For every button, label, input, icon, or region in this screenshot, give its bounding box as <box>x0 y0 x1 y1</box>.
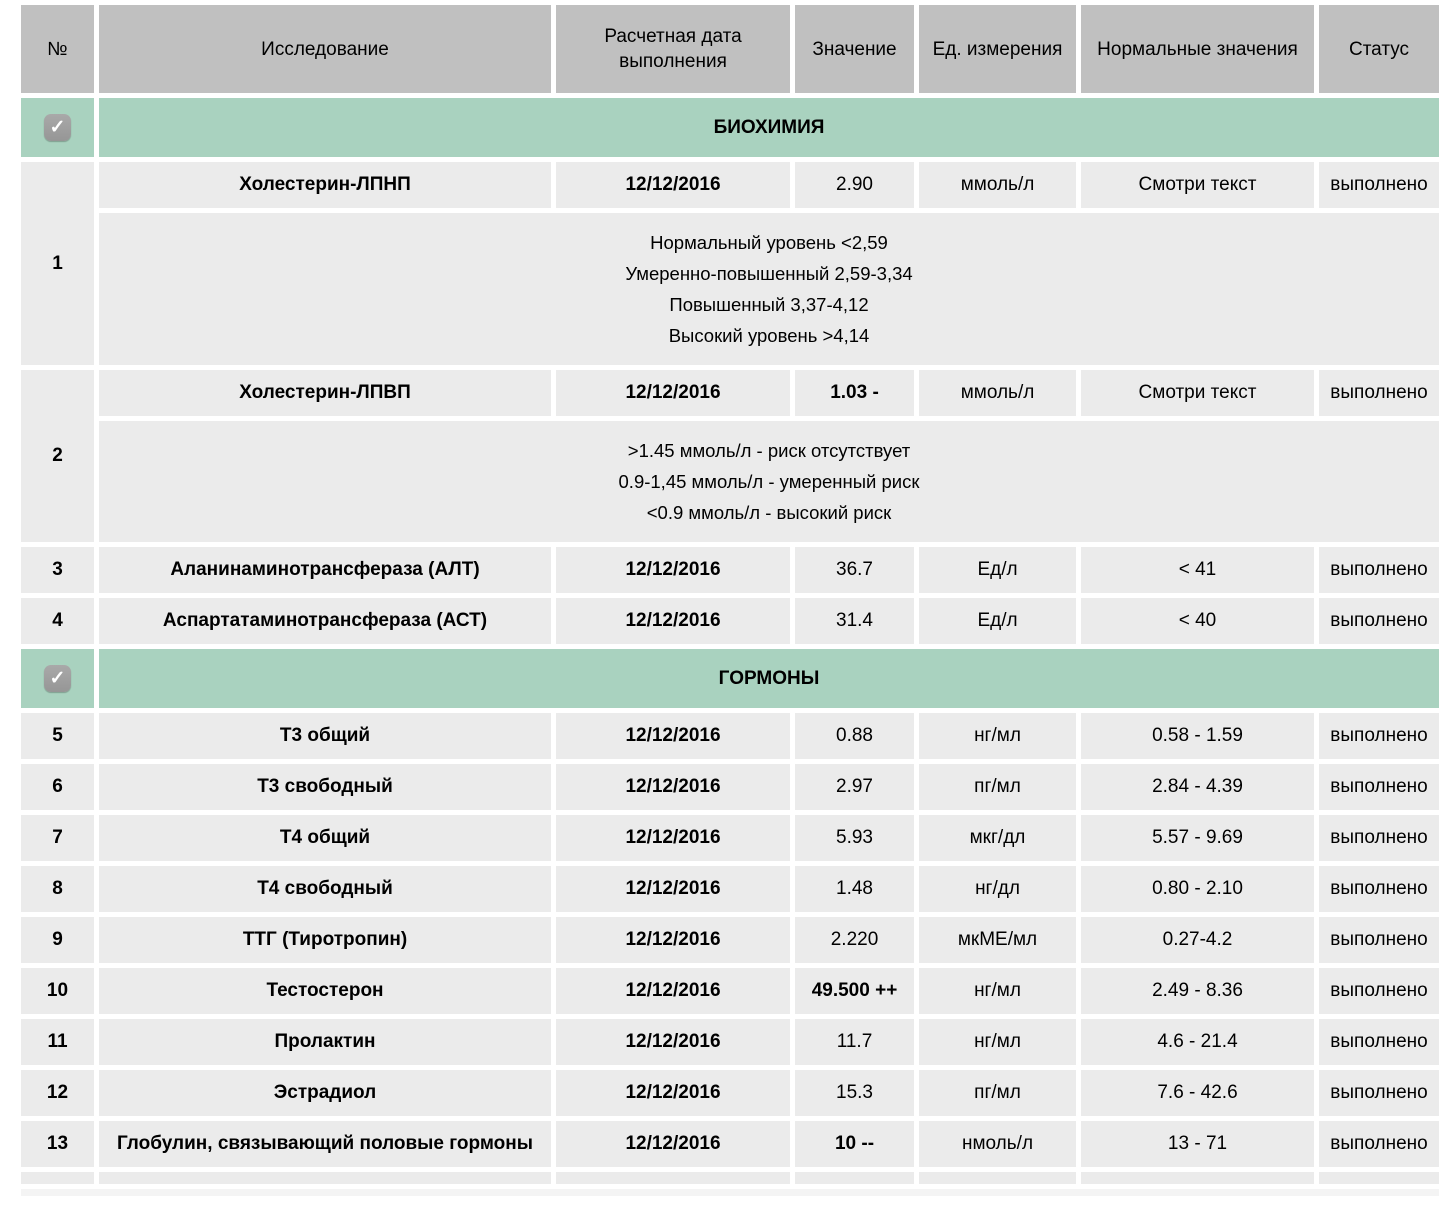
lab-row <box>21 370 1439 416</box>
status: выполнено <box>1319 162 1439 208</box>
lab-row <box>21 968 1439 1014</box>
normal-range: 13 - 71 <box>1081 1121 1314 1167</box>
test-name: Холестерин-ЛПНП <box>99 162 551 208</box>
row-number: 12 <box>21 1070 94 1116</box>
status: выполнено <box>1319 547 1439 593</box>
col-header-test: Исследование <box>99 5 551 93</box>
partial-cell <box>99 1172 551 1184</box>
exec-date: 12/12/2016 <box>556 764 790 810</box>
row-number: 11 <box>21 1019 94 1065</box>
col-header-date: Расчетная дата выполнения <box>556 5 790 93</box>
exec-date: 12/12/2016 <box>556 370 790 416</box>
test-name: Холестерин-ЛПВП <box>99 370 551 416</box>
row-number: 3 <box>21 547 94 593</box>
normal-range: Смотри текст <box>1081 162 1314 208</box>
status: выполнено <box>1319 1019 1439 1065</box>
test-name: Т4 общий <box>99 815 551 861</box>
table-header <box>21 5 1439 93</box>
lab-row <box>21 713 1439 759</box>
unit: пг/мл <box>919 1070 1076 1116</box>
value: 1.48 <box>795 866 914 912</box>
exec-date: 12/12/2016 <box>556 547 790 593</box>
normal-range: 2.49 - 8.36 <box>1081 968 1314 1014</box>
unit: Ед/л <box>919 598 1076 644</box>
note-line: Умеренно-повышенный 2,59-3,34 <box>625 263 913 284</box>
note-line: Нормальный уровень <2,59 <box>650 232 888 253</box>
section-title: ГОРМОНЫ <box>718 667 820 689</box>
test-name: Эстрадиол <box>99 1070 551 1116</box>
col-header-num: № <box>21 5 94 93</box>
test-name: Аланинаминотрансфераза (АЛТ) <box>99 547 551 593</box>
normal-range: < 41 <box>1081 547 1314 593</box>
note-line: >1.45 ммоль/л - риск отсутствует <box>627 440 911 461</box>
row-number: 9 <box>21 917 94 963</box>
status: выполнено <box>1319 866 1439 912</box>
section-title: БИОХИМИЯ <box>713 116 825 138</box>
unit: нг/мл <box>919 968 1076 1014</box>
section-checkbox-cell <box>21 649 94 708</box>
section-row-hormones <box>21 649 1439 708</box>
value: 0.88 <box>795 713 914 759</box>
exec-date: 12/12/2016 <box>556 162 790 208</box>
unit: ммоль/л <box>919 162 1076 208</box>
section-checkbox[interactable]: ✓ <box>44 114 71 141</box>
value: 2.90 <box>795 162 914 208</box>
section-title-cell <box>99 98 1439 157</box>
note-line: Высокий уровень >4,14 <box>668 325 870 346</box>
lab-results-table <box>16 0 1444 1189</box>
partial-cell <box>556 1172 790 1184</box>
value: 5.93 <box>795 815 914 861</box>
row-number: 7 <box>21 815 94 861</box>
unit: Ед/л <box>919 547 1076 593</box>
table-body <box>21 98 1439 1184</box>
unit: нг/мл <box>919 713 1076 759</box>
normal-range: 0.58 - 1.59 <box>1081 713 1314 759</box>
exec-date: 12/12/2016 <box>556 815 790 861</box>
status: выполнено <box>1319 598 1439 644</box>
row-number: 6 <box>21 764 94 810</box>
exec-date: 12/12/2016 <box>556 866 790 912</box>
test-name: Пролактин <box>99 1019 551 1065</box>
lab-row <box>21 598 1439 644</box>
header-row <box>21 5 1439 93</box>
partial-cell <box>21 1172 94 1184</box>
test-name: Т4 свободный <box>99 866 551 912</box>
row-number: 4 <box>21 598 94 644</box>
status: выполнено <box>1319 1070 1439 1116</box>
exec-date: 12/12/2016 <box>556 1121 790 1167</box>
lab-row <box>21 764 1439 810</box>
note-line: Повышенный 3,37-4,12 <box>669 294 869 315</box>
lab-row <box>21 815 1439 861</box>
normal-range: 5.57 - 9.69 <box>1081 815 1314 861</box>
value: 10 -- <box>795 1121 914 1167</box>
exec-date: 12/12/2016 <box>556 598 790 644</box>
status: выполнено <box>1319 713 1439 759</box>
exec-date: 12/12/2016 <box>556 1019 790 1065</box>
note-line: 0.9-1,45 ммоль/л - умеренный риск <box>618 471 920 492</box>
lab-row <box>21 1019 1439 1065</box>
unit: нмоль/л <box>919 1121 1076 1167</box>
note-row <box>21 213 1439 365</box>
test-name: Глобулин, связывающий половые гормоны <box>99 1121 551 1167</box>
test-name: Т3 свободный <box>99 764 551 810</box>
value: 31.4 <box>795 598 914 644</box>
partial-cell <box>919 1172 1076 1184</box>
exec-date: 12/12/2016 <box>556 1070 790 1116</box>
note-cell <box>99 213 1439 365</box>
lab-row <box>21 866 1439 912</box>
section-title-cell <box>99 649 1439 708</box>
exec-date: 12/12/2016 <box>556 917 790 963</box>
lab-row <box>21 1121 1439 1167</box>
normal-range: 7.6 - 42.6 <box>1081 1070 1314 1116</box>
test-name: Тестостерон <box>99 968 551 1014</box>
normal-range: 2.84 - 4.39 <box>1081 764 1314 810</box>
unit: пг/мл <box>919 764 1076 810</box>
col-header-value: Значение <box>795 5 914 93</box>
value: 1.03 - <box>795 370 914 416</box>
col-header-status: Статус <box>1319 5 1439 93</box>
col-header-normal: Нормальные значения <box>1081 5 1314 93</box>
exec-date: 12/12/2016 <box>556 968 790 1014</box>
unit: нг/мл <box>919 1019 1076 1065</box>
partial-cell <box>1081 1172 1314 1184</box>
normal-range: Смотри текст <box>1081 370 1314 416</box>
row-number: 10 <box>21 968 94 1014</box>
value: 2.220 <box>795 917 914 963</box>
normal-range: 0.27-4.2 <box>1081 917 1314 963</box>
row-number: 1 <box>21 162 94 365</box>
value: 36.7 <box>795 547 914 593</box>
exec-date: 12/12/2016 <box>556 713 790 759</box>
row-number: 8 <box>21 866 94 912</box>
note-row <box>21 421 1439 542</box>
partial-cell <box>795 1172 914 1184</box>
status: выполнено <box>1319 370 1439 416</box>
status: выполнено <box>1319 1121 1439 1167</box>
unit: мкМЕ/мл <box>919 917 1076 963</box>
next-row-clipped-strip <box>21 1189 1439 1196</box>
value: 2.97 <box>795 764 914 810</box>
test-name: Аспартатаминотрансфераза (АСТ) <box>99 598 551 644</box>
test-name: Т3 общий <box>99 713 551 759</box>
section-checkbox-cell <box>21 98 94 157</box>
value: 11.7 <box>795 1019 914 1065</box>
col-header-unit: Ед. измерения <box>919 5 1076 93</box>
unit: нг/дл <box>919 866 1076 912</box>
section-checkbox[interactable]: ✓ <box>44 665 71 692</box>
section-row-biochemistry <box>21 98 1439 157</box>
normal-range: < 40 <box>1081 598 1314 644</box>
test-name: ТТГ (Тиротропин) <box>99 917 551 963</box>
note-cell <box>99 421 1439 542</box>
status: выполнено <box>1319 917 1439 963</box>
status: выполнено <box>1319 764 1439 810</box>
lab-row <box>21 162 1439 208</box>
row-number: 2 <box>21 370 94 542</box>
unit: мкг/дл <box>919 815 1076 861</box>
row-number: 5 <box>21 713 94 759</box>
partial-row <box>21 1172 1439 1184</box>
lab-row <box>21 547 1439 593</box>
row-number: 13 <box>21 1121 94 1167</box>
value: 49.500 ++ <box>795 968 914 1014</box>
status: выполнено <box>1319 968 1439 1014</box>
partial-cell <box>1319 1172 1439 1184</box>
note-line: <0.9 ммоль/л - высокий риск <box>646 502 892 523</box>
lab-row <box>21 917 1439 963</box>
value: 15.3 <box>795 1070 914 1116</box>
normal-range: 0.80 - 2.10 <box>1081 866 1314 912</box>
unit: ммоль/л <box>919 370 1076 416</box>
normal-range: 4.6 - 21.4 <box>1081 1019 1314 1065</box>
lab-row <box>21 1070 1439 1116</box>
status: выполнено <box>1319 815 1439 861</box>
